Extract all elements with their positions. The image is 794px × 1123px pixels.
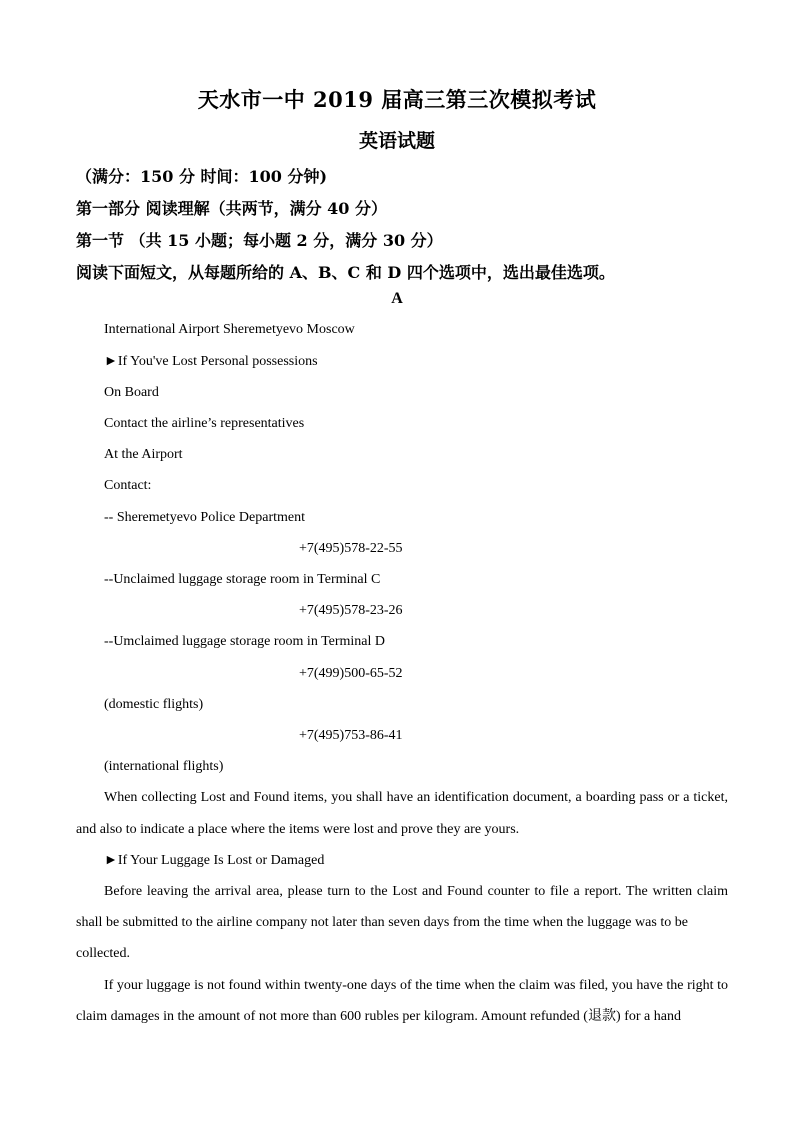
subject-title: 英语试题: [358, 130, 435, 152]
contact-label: Contact:: [104, 478, 152, 493]
claim-paragraph-line: claim damages in the amount of not more than 600 rubles per kilogram. Amount refunded (退款) for a hand: [76, 1009, 681, 1024]
contact-name: --Umclaimed luggage storage room in Terminal D: [104, 634, 386, 649]
passage-heading: International Airport Sheremetyevo Moscow: [104, 322, 355, 337]
lost-possessions-heading: ►If You've Lost Personal possessions: [104, 354, 318, 369]
collect-paragraph-line: and also to indicate a place where the items were lost and prove they are yours.: [76, 822, 520, 837]
exam-info: （满分：150 分 时间：100 分钟): [76, 167, 328, 186]
claim-paragraph-line: If your luggage is not found within twenty-one days of the time when the claim was filed, you have the right to: [104, 978, 728, 993]
section-heading: 第一节 （共 15 小题；每小题 2 分，满分 30 分）: [76, 231, 443, 250]
contact-phone: +7(495)578-22-55: [299, 541, 403, 556]
international-flights-label: (international flights): [104, 759, 224, 774]
luggage-heading: ►If Your Luggage Is Lost or Damaged: [104, 853, 325, 868]
report-paragraph-line: shall be submitted to the airline company not later than seven days from the time when the luggage was to be: [76, 915, 688, 930]
contact-phone: +7(499)500-65-52: [299, 666, 403, 681]
contact-name: --Unclaimed luggage storage room in Terminal C: [104, 572, 381, 587]
report-paragraph-line: Before leaving the arrival area, please turn to the Lost and Found counter to file a report. The written claim: [104, 884, 728, 899]
collect-paragraph-line: When collecting Lost and Found items, you shall have an identification document, a boarding pass or a ticket,: [104, 790, 728, 805]
contact-phone: +7(495)753-86-41: [299, 728, 403, 743]
contact-phone: +7(495)578-23-26: [299, 603, 403, 618]
contact-name: -- Sheremetyevo Police Department: [104, 510, 305, 525]
part-heading: 第一部分 阅读理解（共两节，满分 40 分）: [76, 199, 387, 218]
page-title: 天水市一中 2019 届高三第三次模拟考试: [197, 87, 597, 112]
instruction-text: 阅读下面短文，从每题所给的 A、B、C 和 D 四个选项中，选出最佳选项。: [76, 263, 615, 282]
on-board-label: On Board: [104, 385, 159, 400]
contact-name: (domestic flights): [104, 697, 204, 712]
at-airport-label: At the Airport: [104, 447, 183, 462]
contact-airline-text: Contact the airline’s representatives: [104, 416, 305, 431]
report-paragraph-line: collected.: [76, 946, 131, 961]
passage-letter: A: [391, 290, 403, 307]
